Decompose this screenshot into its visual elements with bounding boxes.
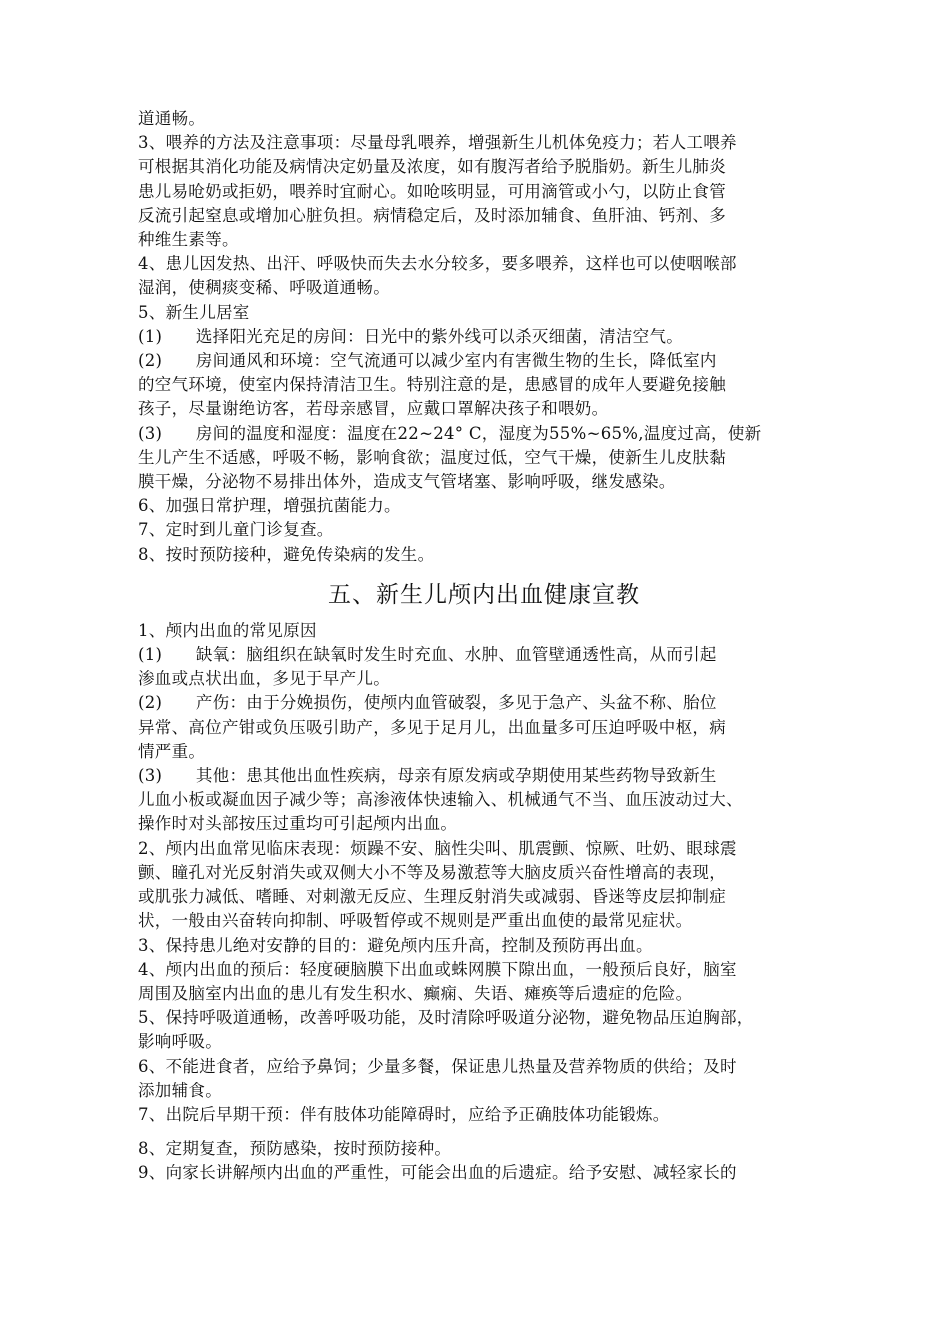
paragraph [138, 1103, 830, 1127]
document-body [138, 107, 830, 1186]
paragraph [138, 691, 830, 764]
paragraph [138, 643, 830, 691]
text-line: 8、按时预防接种，避免传染病的发生。 [138, 544, 435, 564]
paragraph [138, 325, 830, 349]
text-line: 5、保持呼吸道通畅，改善呼吸功能，及时清除呼吸道分泌物，避免物品压迫胸部， [138, 1008, 754, 1028]
paragraph [138, 1161, 830, 1185]
text-line: 种维生素等。 [138, 230, 239, 250]
text-line: 异常、高位产钳或负压吸引助产，多见于足月儿，出血量多可压迫呼吸中枢，病 [138, 717, 726, 737]
paragraph [138, 543, 830, 567]
text-line: (2) 房间通风和环境：空气流通可以减少室内有害微生物的生长，降低室内 [138, 351, 717, 371]
text-line: 颤、瞳孔对光反射消失或双侧大小不等及易激惹等大脑皮质兴奋性增高的表现， [138, 862, 726, 882]
text-line: 1、颅内出血的常见原因 [138, 620, 317, 640]
text-line: 2、颅内出血常见临床表现：烦躁不安、脑性尖叫、肌震颤、惊厥、吐奶、眼球震 [138, 838, 737, 858]
text-line: 孩子，尽量谢绝访客，若母亲感冒，应戴口罩解决孩子和喂奶。 [138, 399, 609, 419]
text-line: 患儿易呛奶或拒奶，喂养时宜耐心。如呛咳明显，可用滴管或小勺，以防止食管 [138, 181, 726, 201]
text-line: (1) 选择阳光充足的房间：日光中的紫外线可以杀灭细菌，清洁空气。 [138, 326, 684, 346]
text-line: 5、新生儿居室 [138, 302, 250, 322]
text-line: 状，一般由兴奋转向抑制、呼吸暂停或不规则是严重出血使的最常见症状。 [138, 911, 693, 931]
paragraph [138, 252, 830, 300]
text-line: 4、颅内出血的预后：轻度硬脑膜下出血或蛛网膜下隙出血，一般预后良好，脑室 [138, 959, 737, 979]
text-line: 情严重。 [138, 741, 206, 761]
text-line: 道通畅。 [138, 109, 206, 128]
text-line: (3) 其他：患其他出血性疾病，母亲有原发病或孕期使用某些药物导致新生 [138, 766, 717, 786]
paragraph [138, 301, 830, 325]
text-line: 6、加强日常护理，增强抗菌能力。 [138, 496, 401, 516]
text-line: 渗血或点状出血，多见于早产儿。 [138, 669, 390, 689]
text-line: 生儿产生不适感，呼吸不畅，影响食欲；温度过低，空气干燥，使新生儿皮肤黏 [138, 447, 726, 467]
text-line: (3) 房间的温度和湿度：温度在22~24° C，湿度为55%~65%,温度过高，使新 [138, 423, 762, 443]
text-line: 或肌张力减低、嗜睡、对刺激无反应、生理反射消失或减弱、昏迷等皮层抑制症 [138, 887, 726, 907]
text-line: 7、出院后早期干预：伴有肢体功能障碍时，应给予正确肢体功能锻炼。 [138, 1104, 670, 1124]
text-line: 影响呼吸。 [138, 1032, 222, 1052]
paragraph [138, 837, 830, 934]
text-line: 膜干燥，分泌物不易排出体外，造成支气管堵塞、影响呼吸，继发感染。 [138, 472, 676, 492]
text-line: 湿润，使稠痰变稀、呼吸道通畅。 [138, 278, 390, 298]
paragraph [138, 934, 830, 958]
text-line: 操作时对头部按压过重均可引起颅内出血。 [138, 814, 458, 834]
text-line: 可根据其消化功能及病情决定奶量及浓度，如有腹泻者给予脱脂奶。新生儿肺炎 [138, 157, 726, 177]
text-line: 反流引起窒息或增加心脏负担。病情稳定后，及时添加辅食、鱼肝油、钙剂、多 [138, 205, 726, 225]
paragraph [138, 958, 830, 1006]
text-line: (2) 产伤：由于分娩损伤，使颅内血管破裂，多见于急产、头盆不称、胎位 [138, 693, 717, 713]
text-line: 儿血小板或凝血因子减少等；高渗液体快速输入、机械通气不当、血压波动过大、 [138, 790, 743, 810]
paragraph [138, 764, 830, 837]
text-line: 9、向家长讲解颅内出血的严重性，可能会出血的后遗症。给予安慰、减轻家长的 [138, 1163, 737, 1183]
text-line: 8、定期复查，预防感染，按时预防接种。 [138, 1139, 452, 1159]
paragraph-gap [138, 1127, 830, 1137]
section-heading: 五、新生儿颅内出血健康宣教 [328, 581, 640, 608]
text-line: 3、喂养的方法及注意事项：尽量母乳喂养，增强新生儿机体免疫力；若人工喂养 [138, 133, 737, 153]
text-line: 3、保持患儿绝对安静的目的：避免颅内压升高，控制及预防再出血。 [138, 935, 653, 955]
text-line: 4、患儿因发热、出汗、呼吸快而失去水分较多，要多喂养，这样也可以使咽喉部 [138, 254, 737, 274]
text-line: 添加辅食。 [138, 1080, 222, 1100]
paragraph [138, 349, 830, 422]
paragraph [138, 494, 830, 518]
paragraph [138, 1137, 830, 1161]
paragraph [138, 107, 830, 131]
paragraph [138, 1006, 830, 1054]
text-line: (1) 缺氧：脑组织在缺氧时发生时充血、水肿、血管壁通透性高，从而引起 [138, 645, 717, 665]
paragraph [138, 518, 830, 542]
paragraph [138, 1055, 830, 1103]
text-line: 周围及脑室内出血的患儿有发生积水、癫痫、失语、瘫痪等后遗症的危险。 [138, 983, 693, 1003]
text-line: 的空气环境，使室内保持清洁卫生。特别注意的是，患感冒的成年人要避免接触 [138, 375, 726, 395]
paragraph [138, 422, 830, 495]
paragraph [138, 131, 830, 252]
text-line: 6、不能进食者，应给予鼻饲；少量多餐，保证患儿热量及营养物质的供给；及时 [138, 1056, 737, 1076]
text-line: 7、定时到儿童门诊复查。 [138, 520, 334, 540]
paragraph [138, 619, 830, 643]
